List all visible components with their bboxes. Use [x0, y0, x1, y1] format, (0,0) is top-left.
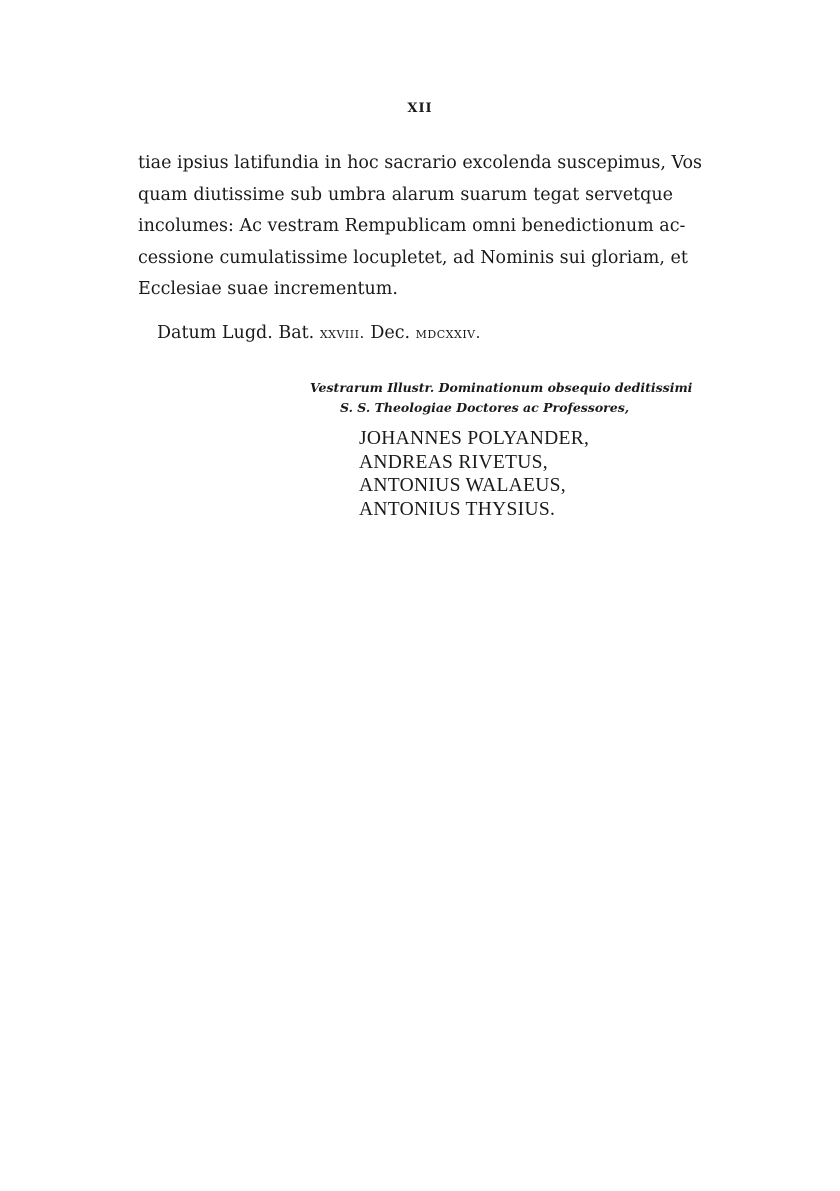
page-number: XII [407, 101, 433, 116]
dateline-prefix: Datum Lugd. Bat. [157, 323, 315, 343]
signatory-name: ANTONIUS WALAEUS, [359, 475, 566, 496]
body-line: quam diutissime sub umbra alarum suarum tegat servetque [138, 184, 673, 205]
signatory-name: ANDREAS RIVETUS, [359, 451, 548, 473]
body-line: tiae ipsius latifundia in hoc sacrario excolenda suscepimus, Vos [138, 153, 703, 173]
body-line: Ecclesiae suae incrementum. [138, 279, 398, 299]
signatory-name: JOHANNES POLYANDER, [359, 428, 590, 449]
closing-line-1: Vestrarum Illustr. Dominationum obsequio deditissimi [310, 380, 693, 395]
dateline-month: Dec. [370, 323, 411, 343]
dateline-year: mdcxxiv. [415, 324, 481, 342]
dateline [157, 320, 481, 346]
body-line: incolumes: Ac vestram Rempublicam omni benedictionum ac- [138, 216, 686, 236]
closing-line-2: S. S. Theologiae Doctores ac Professores, [340, 400, 630, 415]
signatory-name: ANTONIUS THYSIUS. [359, 498, 556, 520]
signatories-list [359, 427, 589, 521]
closing-formula [310, 378, 693, 418]
body-paragraph [138, 148, 703, 306]
body-line: cessione cumulatissime locupletet, ad Nominis sui gloriam, et [138, 247, 688, 268]
dateline-day: xxviii. [319, 324, 365, 342]
